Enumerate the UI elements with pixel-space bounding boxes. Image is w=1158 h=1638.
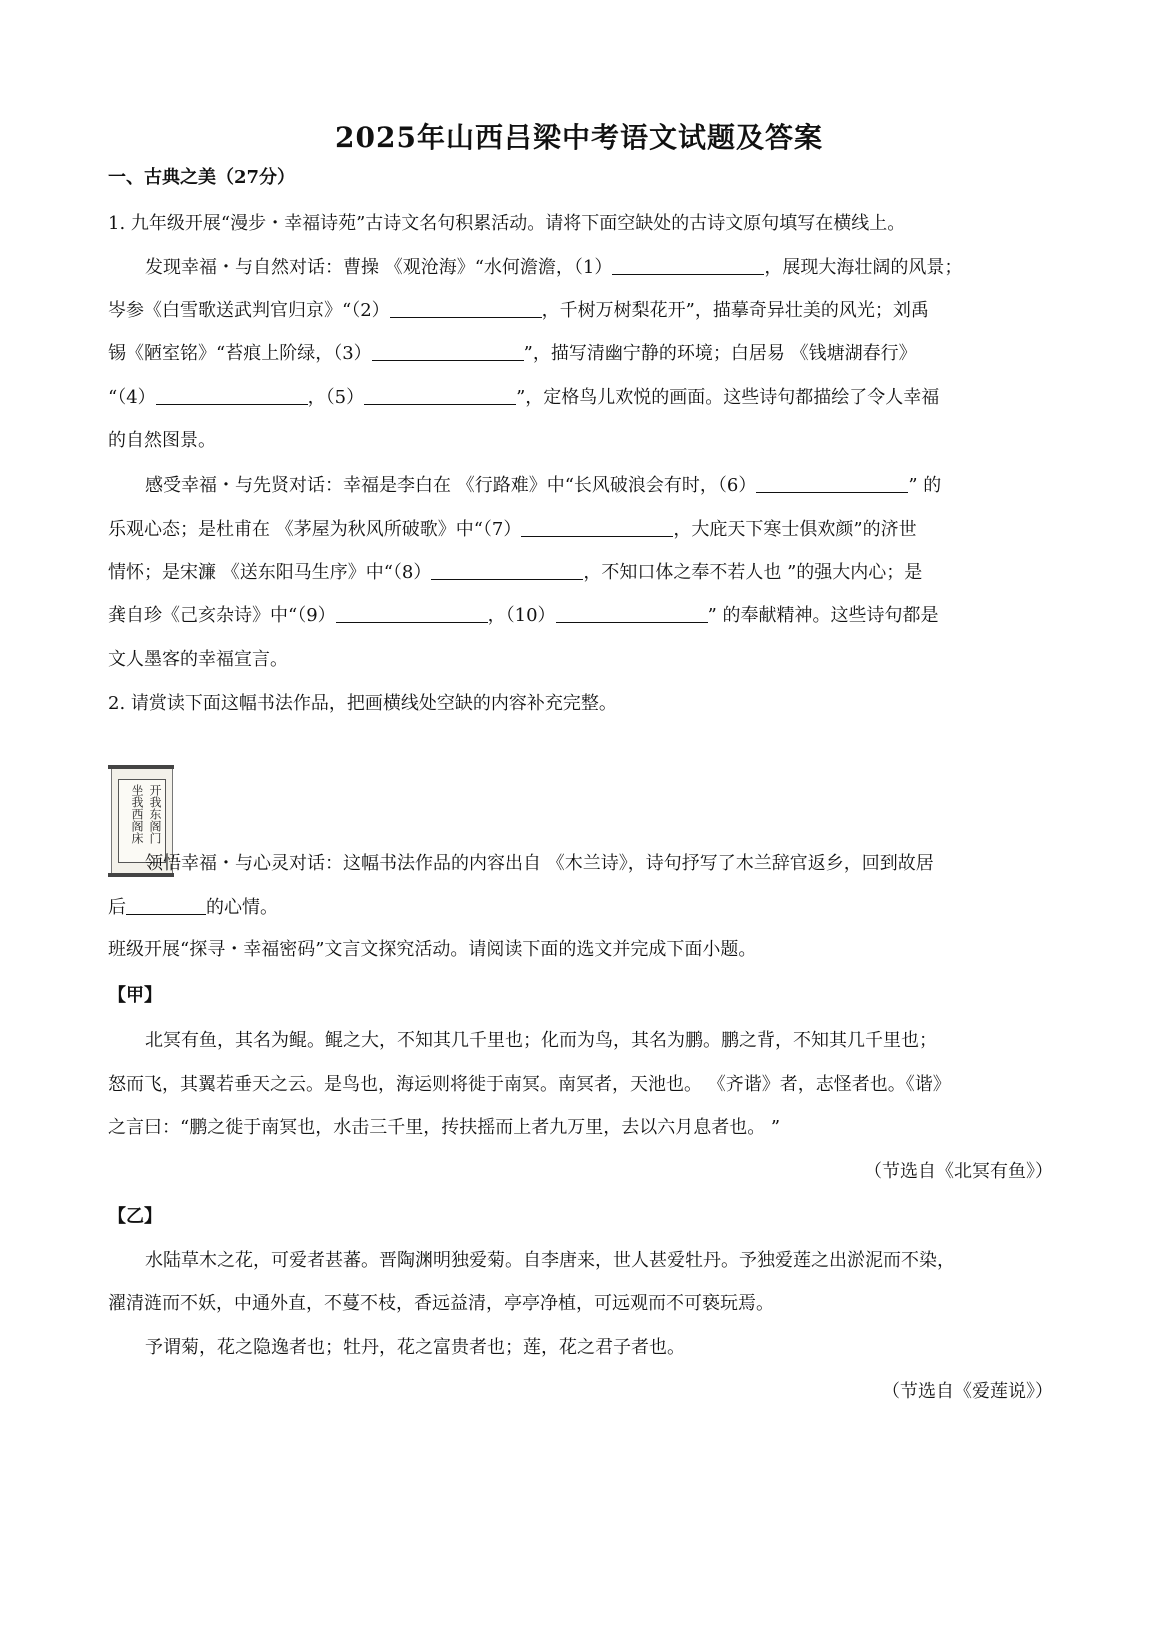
passage-yi-line1: 水陆草木之花，可爱者甚蕃。晋陶渊明独爱菊。自李唐来，世人甚爱牡丹。予独爱莲之出淤泥而不染， xyxy=(145,1250,955,1271)
passage-jia-source: （节选自《北冥有鱼》） xyxy=(864,1161,1053,1182)
page-title: 2025年山西吕梁中考语文试题及答案 xyxy=(335,121,823,154)
answer-blank-7[interactable] xyxy=(521,520,673,537)
answer-blank-q2[interactable] xyxy=(126,898,206,915)
passage-yi-line3: 予谓菊，花之隐逸者也；牡丹，花之富贵者也；莲，花之君子者也。 xyxy=(145,1337,685,1358)
q1-p2-line1: 感受幸福・与先贤对话：幸福是李白在 《行路难》中“长风破浪会有时，（6） ” 的 xyxy=(145,475,942,496)
q2-text-line2: 后 的心情。 xyxy=(108,897,278,918)
calligraphy-frame xyxy=(118,779,166,863)
scroll-top-rod xyxy=(108,765,174,769)
passage-yi-label: 【乙】 xyxy=(108,1206,162,1227)
q2-text-line1: 领悟幸福・与心灵对话：这幅书法作品的内容出自 《木兰诗》，诗句抒写了木兰辞官返乡，回到故居 xyxy=(145,853,934,874)
passage-jia-label: 【甲】 xyxy=(108,985,162,1006)
answer-blank-2[interactable] xyxy=(390,301,542,318)
q1-p2-line2: 乐观心态；是杜甫在 《茅屋为秋风所破歌》中“（7） ，大庇天下寒士俱欢颜”的济世 xyxy=(108,519,917,540)
q1-p2-line5: 文人墨客的幸福宣言。 xyxy=(108,649,288,670)
answer-blank-9[interactable] xyxy=(336,606,488,623)
passage-jia-line1: 北冥有鱼，其名为鲲。鲲之大，不知其几千里也；化而为鸟，其名为鹏。鹏之背，不知其几千里也； xyxy=(145,1030,937,1051)
q1-p2-line4: 龚自珍《己亥杂诗》中“（9） ，（10） ” 的奉献精神。这些诗句都是 xyxy=(108,605,939,626)
passage-yi-line2: 濯清涟而不妖，中通外直，不蔓不枝，香远益清，亭亭净植，可远观而不可亵玩焉。 xyxy=(108,1293,774,1314)
passage-jia-line2: 怒而飞，其翼若垂天之云。是鸟也，海运则将徙于南冥。南冥者，天池也。 《齐谐》者，志怪者也。《谐》 xyxy=(108,1074,951,1095)
passage-jia-line3: 之言曰：“鹏之徙于南冥也，水击三千里，抟扶摇而上者九万里，去以六月息者也。 ” xyxy=(108,1117,781,1138)
q1-p2-line3: 情怀；是宋濂 《送东阳马生序》中“（8） ，不知口体之奉不若人也 ”的强大内心；是 xyxy=(108,562,923,583)
q1-p1-line5: 的自然图景。 xyxy=(108,430,216,451)
q1-p1-line2: 岑参《白雪歌送武判官归京》“（2） ，千树万树梨花开”，描摹奇异壮美的风光；刘禹 xyxy=(108,300,929,321)
question-1-intro: 1. 九年级开展“漫步・幸福诗苑”古诗文名句积累活动。请将下面空缺处的古诗文原句填写在横线上。 xyxy=(108,213,906,234)
answer-blank-1[interactable] xyxy=(612,258,764,275)
section-heading: 一、古典之美（27分） xyxy=(108,167,296,188)
answer-blank-10[interactable] xyxy=(556,606,708,623)
answer-blank-3[interactable] xyxy=(372,344,524,361)
answer-blank-5[interactable] xyxy=(364,388,516,405)
answer-blank-8[interactable] xyxy=(431,563,583,580)
passage-yi-source: （节选自《爱莲说》） xyxy=(882,1381,1053,1402)
q1-p1-line4: “（4） ，（5） ”，定格鸟儿欢悦的画面。这些诗句都描绘了令人幸福 xyxy=(108,387,940,408)
calligraphy-column-2: 坐我西阁床 xyxy=(130,784,144,844)
answer-blank-4[interactable] xyxy=(156,388,308,405)
activity-intro: 班级开展“探寻・幸福密码”文言文探究活动。请阅读下面的选文并完成下面小题。 xyxy=(108,939,757,960)
q1-p1-line3: 锡《陋室铭》“苔痕上阶绿，（3） ”，描写清幽宁静的环境；白居易 《钱塘湖春行》 xyxy=(108,343,917,364)
question-2-intro: 2. 请赏读下面这幅书法作品，把画横线处空缺的内容补充完整。 xyxy=(108,693,617,714)
calligraphy-column-1: 开我东阁门 xyxy=(148,784,162,844)
answer-blank-6[interactable] xyxy=(756,476,908,493)
q1-p1-line1: 发现幸福・与自然对话：曹操 《观沧海》“水何澹澹，（1） ，展现大海壮阔的风景； xyxy=(145,257,963,278)
